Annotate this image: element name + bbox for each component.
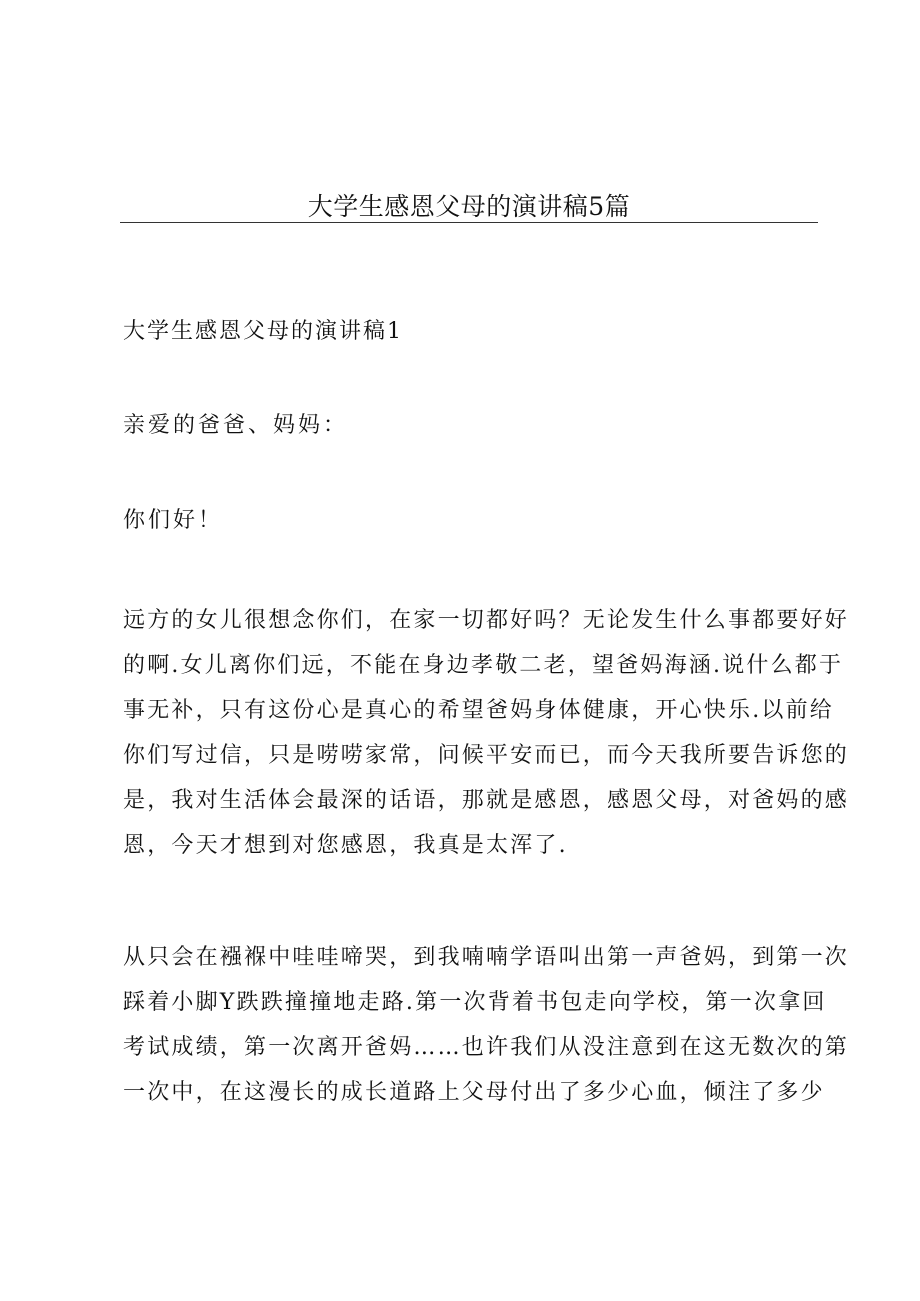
title-underline [120, 222, 818, 223]
paragraph-line: 的啊.女儿离你们远，不能在身边孝敬二老，望爸妈海涵.说什么都于 [123, 653, 844, 678]
paragraph-line: 考试成绩，第一次离开爸妈……也许我们从没注意到在这无数次的第 [123, 1035, 850, 1060]
salutation: 亲爱的爸爸、妈妈： [123, 413, 349, 438]
paragraph-line: 踩着小脚Y跌跌撞撞地走路.第一次背着书包走向学校，第一次拿回 [123, 990, 827, 1015]
paragraph-2 [123, 935, 850, 1115]
paragraph-line: 远方的女儿很想念你们，在家一切都好吗？无论发生什么事都要好好 [123, 608, 850, 633]
greeting: 你们好！ [123, 508, 224, 533]
paragraph-1 [123, 598, 850, 868]
document-title: 大学生感恩父母的演讲稿5篇 [307, 192, 631, 221]
paragraph-line: 从只会在襁褓中哇哇啼哭，到我喃喃学语叫出第一声爸妈，到第一次 [123, 945, 850, 970]
paragraph-line: 事无补，只有这份心是真心的希望爸妈身体健康，开心快乐.以前给 [123, 698, 834, 723]
section-heading: 大学生感恩父母的演讲稿1 [123, 319, 403, 344]
paragraph-line: 恩，今天才想到对您感恩，我真是太浑了. [123, 833, 568, 858]
paragraph-line: 一次中，在这漫长的成长道路上父母付出了多少心血，倾注了多少 [123, 1080, 825, 1105]
paragraph-line: 你们写过信，只是唠唠家常，问候平安而已，而今天我所要告诉您的 [123, 743, 850, 768]
paragraph-line: 是，我对生活体会最深的话语，那就是感恩，感恩父母，对爸妈的感 [123, 788, 850, 813]
